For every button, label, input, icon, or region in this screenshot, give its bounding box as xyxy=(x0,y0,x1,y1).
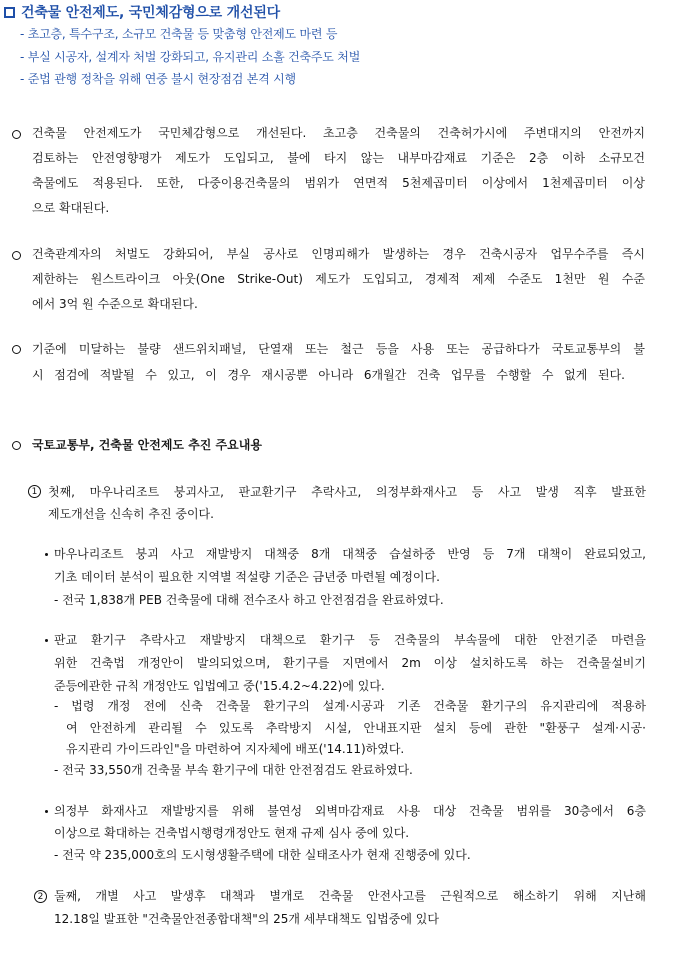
item1-line: 제도개선을 신속히 추진 중이다. xyxy=(48,507,214,521)
b3-line: 이상으로 확대하는 건축법시행령개정안도 현재 규제 심사 중에 있다. xyxy=(54,826,410,840)
dot-bullet-icon xyxy=(45,639,48,642)
circle-bullet-icon xyxy=(12,251,21,260)
circle-bullet-icon xyxy=(12,130,21,139)
circle-bullet-icon xyxy=(12,441,21,450)
item2-line: 둘째, 개별 사고 발생후 대책과 별개로 건축물 안전사고를 근원적으로 해소하기 위해 지난해 xyxy=(54,889,646,903)
b2-detail: 여 안전하게 관리될 수 있도록 추락방지 시설, 안내표지판 설치 등에 관한 "환풍구 설계·시공· xyxy=(66,721,646,735)
circle-bullet-icon xyxy=(12,345,21,354)
p3-line: 시 점검에 적발될 수 있고, 이 경우 재시공뿐 아니라 6개월간 건축 업무를 수행할 수 없게 된다. xyxy=(32,368,625,382)
dot-bullet-icon xyxy=(45,553,48,556)
circled-number: 1 xyxy=(28,485,41,498)
p3-line: 기준에 미달하는 불량 샌드위치패널, 단열재 또는 철근 등을 사용 또는 공급하다가 국토교통부의 불 xyxy=(32,342,645,356)
b3-detail: - 전국 약 235,000호의 도시형생활주택에 대한 실태조사가 현재 진행중에 있다. xyxy=(54,848,471,862)
p1-line: 축물에도 적용된다. 또한, 다중이용건축물의 범위가 연면적 5천제곱미터 이상에서 1천제곱미터 이상 xyxy=(32,176,645,190)
item1-line: 첫째, 마우나리조트 붕괴사고, 판교환기구 추락사고, 의정부화재사고 등 사고 발생 직후 발표한 xyxy=(48,485,646,499)
b1-line: 마우나리조트 붕괴 사고 재발방지 대책중 8개 대책중 습설하중 반영 등 7개 대책이 완료되었고, xyxy=(54,547,646,561)
item2-line: 12.18일 발표한 "건축물안전종합대책"의 25개 세부대책도 입법중에 있다 xyxy=(54,912,439,926)
b2-detail: 유지관리 가이드라인"을 마련하여 지자체에 배포('14.11)하였다. xyxy=(66,742,405,756)
b2-line: 준등에관한 규칙 개정안도 입법예고 중('15.4.2~4.22)에 있다. xyxy=(54,679,385,693)
p2-line: 에서 3억 원 수준으로 확대된다. xyxy=(32,297,198,311)
checkbox-square-icon xyxy=(4,7,15,18)
dot-bullet-icon xyxy=(45,810,48,813)
p2-line: 제한하는 원스트라이크 아웃(One Strike-Out) 제도가 도입되고, 경제적 제제 수준도 1천만 원 수준 xyxy=(32,272,645,286)
p1-line: 건축물 안전제도가 국민체감형으로 개선된다. 초고층 건축물의 건축허가시에 주변대지의 안전까지 xyxy=(32,126,645,140)
circled-number: 2 xyxy=(34,890,47,903)
b2-detail: - 법령 개정 전에 신축 건축물 환기구의 설계·시공과 기존 건축물 환기구의 유지관리에 적용하 xyxy=(54,699,646,713)
b2-line: 판교 환기구 추락사고 재발방지 대책으로 환기구 등 건축물의 부속물에 대한 안전기준 마련을 xyxy=(54,633,646,647)
section-heading: 국토교통부, 건축물 안전제도 추진 주요내용 xyxy=(32,438,262,452)
subtitle-3: - 준법 관행 정착을 위해 연중 불시 현장점검 본격 시행 xyxy=(20,72,296,86)
p1-line: 검토하는 안전영향평가 제도가 도입되고, 불에 타지 않는 내부마감재료 기준은 2층 이하 소규모건 xyxy=(32,151,645,165)
b3-line: 의정부 화재사고 재발방지를 위해 불연성 외벽마감재료 사용 대상 건축물 범위를 30층에서 6층 xyxy=(54,804,646,818)
p2-line: 건축관계자의 처벌도 강화되어, 부실 공사로 인명피해가 발생하는 경우 건축시공자 업무수주를 즉시 xyxy=(32,247,645,261)
b2-detail: - 전국 33,550개 건축물 부속 환기구에 대한 안전점검도 완료하였다. xyxy=(54,763,413,777)
p1-line: 으로 확대된다. xyxy=(32,201,110,215)
document-title: 건축물 안전제도, 국민체감형으로 개선된다 xyxy=(21,5,280,21)
subtitle-1: - 초고층, 특수구조, 소규모 건축물 등 맞춤형 안전제도 마련 등 xyxy=(20,27,338,41)
title-row xyxy=(4,1,280,23)
b2-line: 위한 건축법 개정안이 발의되었으며, 환기구를 지면에서 2m 이상 설치하도록 하는 건축물설비기 xyxy=(54,656,646,670)
b1-detail: - 전국 1,838개 PEB 건축물에 대해 전수조사 하고 안전점검을 완료하였다. xyxy=(54,593,444,607)
b1-line: 기초 데이터 분석이 필요한 지역별 적설량 기준은 금년중 마련될 예정이다. xyxy=(54,570,440,584)
subtitle-2: - 부실 시공자, 설계자 처벌 강화되고, 유지관리 소홀 건축주도 처벌 xyxy=(20,50,361,64)
